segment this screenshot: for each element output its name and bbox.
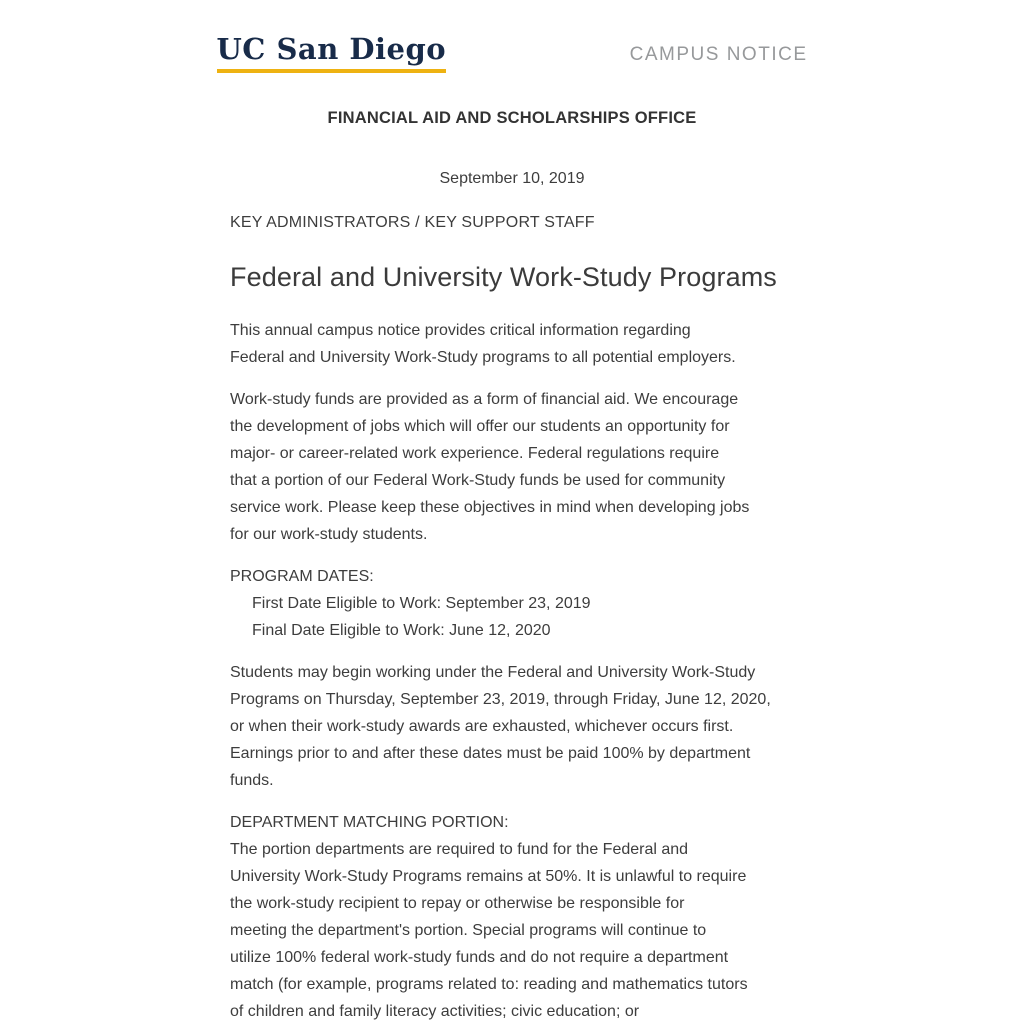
text-line: Final Date Eligible to Work: June 12, 2020 [252,622,551,639]
audience-line: KEY ADMINISTRATORS / KEY SUPPORT STAFF [230,214,595,231]
office-title: FINANCIAL AID AND SCHOLARSHIPS OFFICE [327,109,697,127]
text-line: This annual campus notice provides critical information regarding [230,322,691,339]
text-line: First Date Eligible to Work: September 23, 2019 [252,595,591,612]
notice-content [230,109,794,1024]
ucsd-logo: UC San Diego [217,35,447,73]
text-line: that a portion of our Federal Work-Study funds be used for community [230,472,726,489]
text-line: funds. [230,772,274,789]
letterhead [216,32,808,73]
text-line: Work-study funds are provided as a form of financial aid. We encourage [230,391,739,408]
program-dates-section [230,563,794,644]
text-line: the work-study recipient to repay or otherwise be responsible for [230,895,685,912]
intro-paragraph [230,317,794,371]
text-line: The portion departments are required to fund for the Federal and [230,841,689,858]
article-title: Federal and University Work-Study Programs [230,262,777,292]
notice-date: September 10, 2019 [439,170,585,187]
text-line: Federal and University Work-Study programs to all potential employers. [230,349,736,366]
text-line: of children and family literacy activities; civic education; or [230,1003,640,1020]
department-matching-body [230,836,794,1024]
department-matching-label: DEPARTMENT MATCHING PORTION: [230,814,509,831]
text-line: for our work-study students. [230,526,428,543]
objectives-paragraph [230,386,794,548]
campus-notice-label: CAMPUS NOTICE [629,44,808,65]
program-dates-label: PROGRAM DATES: [230,568,374,585]
text-line: Students may begin working under the Federal and University Work-Study [230,664,756,681]
text-line: utilize 100% federal work-study funds and do not require a department [230,949,729,966]
text-line: the development of jobs which will offer our students an opportunity for [230,418,730,435]
department-matching-section [230,809,794,1024]
text-line: service work. Please keep these objectives in mind when developing jobs [230,499,750,516]
text-line: Programs on Thursday, September 23, 2019, through Friday, June 12, 2020, [230,691,771,708]
text-line: University Work-Study Programs remains at 50%. It is unlawful to require [230,868,747,885]
working-period-paragraph [230,659,794,794]
text-line: major- or career-related work experience. Federal regulations require [230,445,720,462]
text-line: Earnings prior to and after these dates must be paid 100% by department [230,745,751,762]
program-dates-list [230,590,794,644]
text-line: or when their work-study awards are exhausted, whichever occurs first. [230,718,734,735]
text-line: meeting the department's portion. Special programs will continue to [230,922,707,939]
text-line: match (for example, programs related to: reading and mathematics tutors [230,976,748,993]
